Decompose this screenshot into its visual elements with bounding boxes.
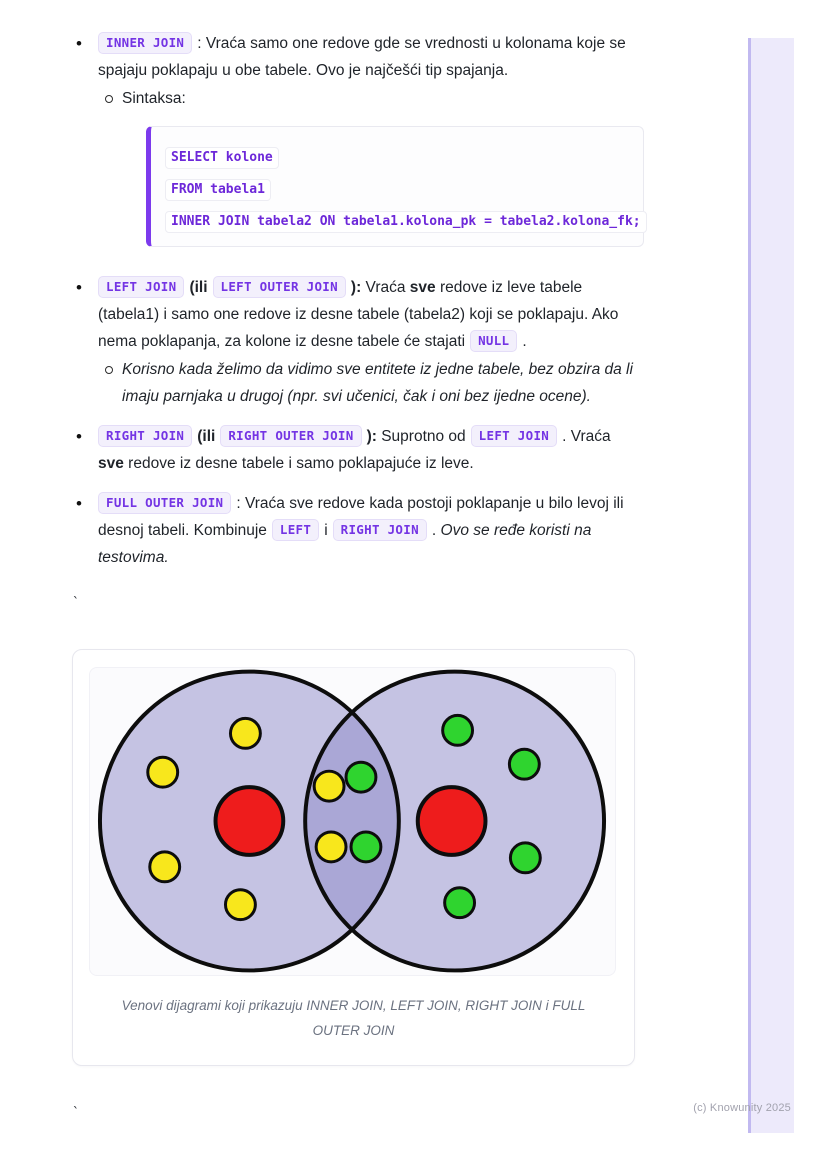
left-join-ref-chip: LEFT JOIN: [471, 425, 557, 447]
left-join-text: .: [522, 333, 527, 350]
venn-dot-yellow: [150, 852, 180, 882]
venn-dot-green: [443, 715, 473, 745]
left-chip: LEFT: [272, 519, 319, 541]
stray-backtick-2: `: [72, 1106, 80, 1121]
venn-diagram-svg: [90, 668, 615, 975]
left-join-text: redove iz leve tabele (tabela1) i samo one redove iz desne tabele (tabela2) koji se poklapaju. Ako nema poklapanja, za kolone iz desne tabele će stajati: [98, 279, 619, 350]
right-join-bold-ili: (ili: [197, 428, 216, 445]
venn-diagram-image: [89, 667, 616, 976]
right-join-ref-chip: RIGHT JOIN: [333, 519, 427, 541]
venn-dot-red: [216, 787, 284, 855]
venn-figure-card: [72, 649, 635, 1066]
sub-bullet-korisno: [98, 356, 635, 410]
venn-dot-yellow: [225, 890, 255, 920]
join-types-list: [72, 30, 641, 571]
sql-code-block: [146, 126, 644, 247]
right-join-bold-sve: sve: [98, 455, 124, 472]
inner-join-text: : Vraća samo one redove gde se vrednosti u kolonama koje se spajaju poklapaju u obe tabele. Ovo je najčešći tip spajanja.: [98, 35, 626, 79]
page-edge-strip: [748, 38, 794, 1133]
inner-join-sublist: [98, 85, 635, 112]
left-join-bold-sve: sve: [409, 279, 436, 296]
left-join-bold-ili: (ili: [189, 279, 208, 296]
watermark: (c) Knowunity 2025: [693, 1102, 791, 1114]
venn-dot-yellow: [314, 771, 344, 801]
right-outer-join-chip: RIGHT OUTER JOIN: [220, 425, 361, 447]
left-join-chip: LEFT JOIN: [98, 276, 184, 298]
venn-dot-yellow: [316, 832, 346, 862]
sintaksa-label: Sintaksa:: [122, 90, 186, 107]
full-join-text: : Vraća sve redove kada postoji poklapanje u bilo levoj ili desnoj tabeli. Kombinuje: [98, 495, 624, 539]
code-line: [165, 175, 629, 202]
full-join-note: Ovo se ređe koristi na testovima.: [98, 522, 592, 566]
full-join-text: i: [324, 522, 328, 539]
venn-dot-yellow: [148, 757, 178, 787]
inner-join-chip: INNER JOIN: [98, 32, 192, 54]
code-line: [165, 207, 641, 234]
venn-dot-green: [509, 749, 539, 779]
right-join-text: Suprotno od: [376, 428, 466, 445]
venn-dot-green: [510, 843, 540, 873]
right-join-text: . Vraća: [562, 428, 611, 445]
code-line-text: SELECT kolone: [165, 147, 279, 169]
bullet-left-join: [72, 274, 635, 410]
bullet-inner-join: [72, 30, 641, 247]
bullet-right-join: [72, 423, 635, 477]
right-join-text: redove iz desne tabele i samo poklapajuće iz leve.: [123, 455, 474, 472]
venn-dot-yellow: [230, 718, 260, 748]
left-join-bold-paren: ):: [350, 279, 362, 296]
sub-bullet-sintaksa: [98, 85, 635, 112]
left-join-text: Vraća: [361, 279, 410, 296]
left-join-note: Korisno kada želimo da vidimo sve entitete iz jedne tabele, bez obzira da li imaju parnjaka u drugoj (npr. svi učenici, čak i oni bez ijedne ocene).: [122, 361, 633, 405]
code-line: [165, 143, 629, 170]
full-join-text: .: [431, 522, 441, 539]
venn-dot-green: [351, 832, 381, 862]
stray-backtick-1: `: [72, 596, 80, 611]
null-chip: NULL: [470, 330, 517, 352]
right-join-chip: RIGHT JOIN: [98, 425, 192, 447]
full-outer-join-chip: FULL OUTER JOIN: [98, 492, 231, 514]
venn-dot-green: [346, 762, 376, 792]
code-line-text: FROM tabela1: [165, 179, 271, 201]
venn-caption: Venovi dijagrami koji prikazuju INNER JOIN, LEFT JOIN, RIGHT JOIN i FULL OUTER JOIN: [121, 998, 586, 1038]
bullet-full-outer-join: [72, 490, 635, 571]
right-join-bold-paren: ):: [366, 428, 377, 445]
code-line-text: INNER JOIN tabela2 ON tabela1.kolona_pk = tabela2.kolona_fk;: [165, 211, 647, 233]
venn-dot-red: [418, 787, 486, 855]
document-content: [72, 30, 641, 1122]
left-join-sublist: [98, 356, 635, 410]
venn-dot-green: [445, 888, 475, 918]
left-outer-join-chip: LEFT OUTER JOIN: [213, 276, 346, 298]
